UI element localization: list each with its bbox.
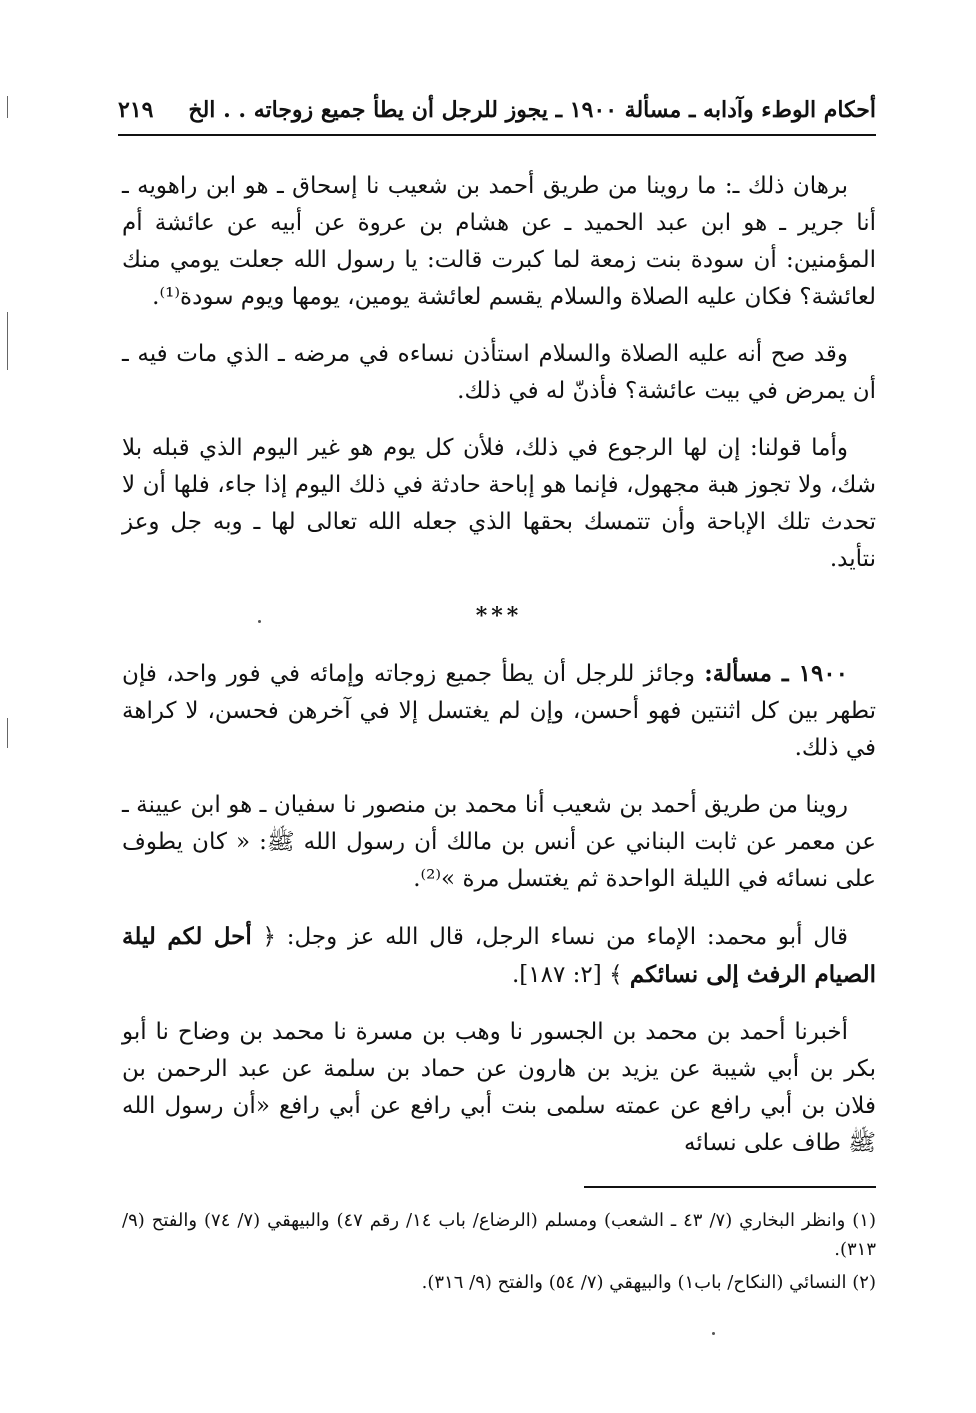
paragraph-quran [122, 918, 876, 994]
masala-text: وجائز للرجل أن يطأ جميع زوجاته وإمائه في فور واحد، فإن تطهر بين كل اثنتين فهو أحسن، وإن لم يغتسل إلا في آخرهن فحسن، لا كراهة في ذلك. [122, 661, 876, 761]
paragraph-ruju: وأما قولنا: إن لها الرجوع في ذلك، فلأن كل يوم هو غير اليوم الذي قبله بلا شك، ولا تجوز هبة مجهول، فإنما هو إباحة حادثة في ذلك اليوم إذا جاء، فلها أن لا تحدث تلك الإباحة وأن تتمسك بحقها الذي جعله الله تعالى لها ـ وبه جل وعز نتأيد. [122, 435, 876, 572]
footnote-1: (١) وانظر البخاري (٧/ ٤٣ ـ الشعب) ومسلم (الرضاع/ باب ١٤/ رقم ٤٧) والبيهقي (٧/ ٧٤) والفتح (٩/ ٣١٣). [122, 1210, 876, 1260]
masala-label: ١٩٠٠ ـ مسألة: [704, 660, 849, 687]
scan-margin-mark [7, 96, 8, 118]
quran-reference: ﴾ [٢: ١٨٧]. [512, 962, 623, 988]
main-text [122, 168, 876, 1182]
masala-paragraph [122, 655, 876, 767]
quran-intro: قال أبو محمد: الإماء من نساء الرجل، قال الله عز وجل: ﴿ [262, 924, 849, 950]
running-header [118, 88, 876, 132]
paragraph-riwaya: روينا من طريق أحمد بن شعيب أنا محمد بن منصور نا سفيان ـ هو ابن عيينة ـ عن معمر عن ثابت البناني عن أنس بن مالك أن رسول الله ﷺ: « كان يطوف على نسائه في الليلة الواحدة ثم يغتسل مرة »⁽²⁾. [122, 792, 876, 892]
paragraph-burhan: برهان ذلك ـ: ما روينا من طريق أحمد بن شعيب نا إسحاق ـ هو ابن راهويه ـ أنا جرير ـ هو ابن عبد الحميد ـ عن هشام بن عروة عن أبيه عن عائشة أم المؤمنين: أن سودة بنت زمعة لما كبرت قالت: يا رسول الله جعلت يومي منك لعائشة؟ فكان عليه الصلاة والسلام يقسم لعائشة يومين، يومها ويوم سودة⁽¹⁾. [122, 173, 876, 310]
paragraph-akhbarana: أخبرنا أحمد بن محمد بن الجسور نا وهب بن مسرة نا محمد بن وضاح نا أبو بكر بن أبي شيبة عن يزيد بن هارون عن حماد بن سلمة عن عبد الرحمن بن فلان بن أبي رافع عن عمته سلمى بنت أبي رافع عن أبي رافع «أن رسول الله ﷺ طاف على نسائه [122, 1019, 876, 1156]
page-number: ٢١٩ [118, 97, 154, 123]
quran-verse: أحل لكم ليلة الصيام الرفث إلى نسائكم [122, 923, 876, 988]
scan-margin-mark [7, 718, 8, 748]
footnotes [122, 1206, 876, 1301]
header-rule [118, 134, 876, 136]
paragraph-illness: وقد صح أنه عليه الصلاة والسلام استأذن نساءه في مرضه ـ الذي مات فيه ـ أن يمرض في بيت عائشة؟ فأذنّ له في ذلك. [122, 341, 876, 404]
scan-margin-mark [7, 312, 8, 370]
footnote-2: (٢) النسائي (النكاح/ باب١) والبيهقي (٧/ ٥٤) والفتح (٩/ ٣١٦). [421, 1272, 876, 1293]
section-separator: *** [475, 603, 523, 629]
footnote-rule [584, 1186, 876, 1188]
scan-speck [712, 1332, 715, 1335]
header-title: أحكام الوطء وآدابه ـ مسألة ١٩٠٠ ـ يجوز للرجل أن يطأ جميع زوجاته . . الخ [188, 97, 876, 123]
scan-speck [258, 620, 261, 623]
